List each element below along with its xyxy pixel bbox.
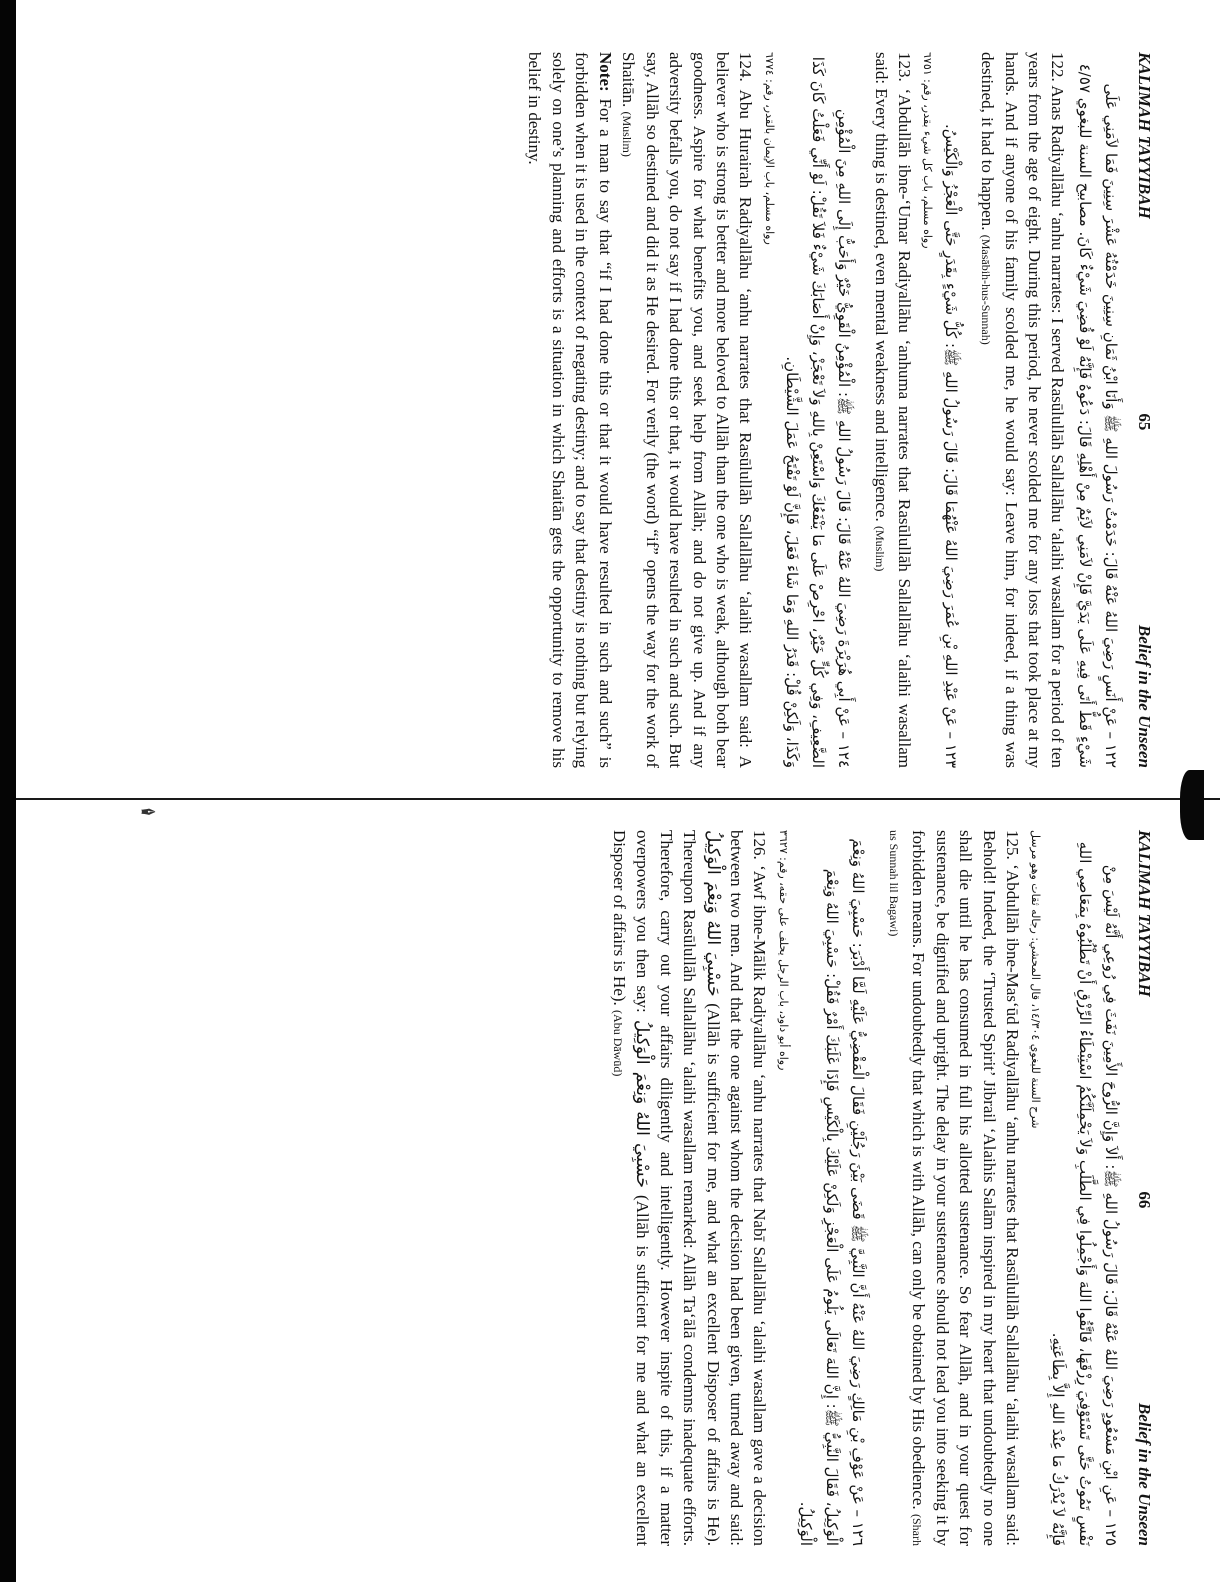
- hadith-reference: (Masābih-hus-Sunnah): [979, 234, 994, 345]
- hadith-translation: 125. ‘Abdullāh ibne-Mas‘ūd Radiyallāhu ‘anhu narrates that Rasūlullāh Sallallāhu ‘alaihi wasallam said: Behold! Indeed, the ‘Trusted Spirit’ Jibrail ‘Alaihis Salām inspired in my heart that undoubtedly no one shall die until he has consumed in full his allotted sustenance. So fear Allāh, and in your quest for sustenance, be dignified and upright. The delay in your sustenance should not lead you into seeking it by forbidden means. For undoubtedly that which is with Allāh, can only be obtained by His obedience.: [909, 830, 1023, 1546]
- page-66: [60, 808, 1160, 1568]
- arabic-text: ١٢٣ – عَنْ عَبْدِ اللهِ بْنِ عُمَرَ رَضِيَ اللهُ عَنْهُمَا قَالَ: قَالَ رَسُولُ اللهِ ﷺ: كُلُّ شَيْءٍ بِقَدَرٍ حَتَّى الْعَجْزُ وَالْكَيْسُ.: [941, 124, 960, 768]
- hadith-126: [607, 830, 871, 1546]
- hadith-reference: (Sharh us Sunnah lil Bagawi): [886, 830, 925, 1547]
- hadith-reference: (Muslim): [872, 525, 887, 572]
- note-text: For a man to say that “if I had done this or that it would have resulted in such and such” is forbidden when it is used in the context of negating destiny; and to say that destiny is nothing but relying solely on one’s planning and efforts is a situation in which Shaitān gets the opportunity to remove his belief in destiny.: [525, 52, 615, 769]
- hadith-125: [883, 830, 1124, 1546]
- page-gutter-line: [16, 798, 1220, 800]
- page-number: 66: [1135, 1191, 1154, 1209]
- arabic-text: ١٢٥ – عَنِ ابْنِ مَسْعُودٍ رَضِيَ اللهُ عَنْهُ قَالَ: قَالَ رَسُولُ اللهِ ﷺ: أَلاَ وَإِنَّ الرُّوحَ الأَمِينَ نَفَثَ فِي رُوعِي أَنَّهُ لَيْسَ مِنْ نَفْسٍ تَمُوتُ حَتَّى تَسْتَوْفِيَ رِزْقَهَا، فَاتَّقُوا اللهَ وَأَجْمِلُوا فِي الطَّلَبِ وَلاَ يَحْمِلَنَّكُمُ اسْتِبْطَاءُ الرِّزْقِ أَنْ تَطْلُبُوهُ بِمَعَاصِي اللهِ فَإِنَّهُ لاَ يُدْرَكُ مَا عِنْدَ اللهِ إِلاَّ بِطَاعَتِهِ.: [1049, 841, 1120, 1546]
- header-book-title: KALIMAH TAYYIBAH: [1135, 830, 1154, 997]
- page-header: [1134, 830, 1154, 1546]
- hadith-reference: (Abu Dāwūd): [610, 1010, 625, 1077]
- scan-mark: ✒: [140, 802, 157, 824]
- hadith-124: [523, 52, 857, 768]
- page-65: [60, 30, 1160, 790]
- hadith-123: [869, 52, 963, 768]
- arabic-text: ١٢٦ – عَنْ عَوْفِ بْنِ مَالِكٍ رَضِيَ اللهُ عَنْهُ أَنَّ النَّبِيَّ ﷺ قَضَى بَيْنَ رَجُلَيْنِ فَقَالَ الْمَقْضِيُّ عَلَيْهِ لَمَّا أَدْبَرَ: حَسْبِيَ اللهُ وَنِعْمَ الْوَكِيلُ، فَقَالَ النَّبِيُّ ﷺ: إِنَّ اللهَ تَعَالَى يَلُومُ عَلَى الْعَجْزِ وَلَكِنْ عَلَيْكَ بِالْكَيْسِ فَإِذَا غَلَبَكَ أَمْرٌ فَقُلْ: حَسْبِيَ اللهُ وَنِعْمَ الْوَكِيلُ.: [796, 838, 868, 1546]
- arabic-text: ١٢٢ – عَنْ أَنَسٍ رَضِيَ اللهُ عَنْهُ قَالَ: خَدَمْتُ رَسُولَ اللهِ ﷺ وَأَنَا ابْنُ ثَمَانِ سِنِينَ خَدَمْتُهُ عَشْرَ سِنِينَ فَمَا لاَمَنِي عَلَى شَيْءٍ قَطُّ أَتَى فِيهِ عَلَى يَدَيَّ فَإِنْ لاَمَنِي لاَئِمٌ مِنْ أَهْلِهِ قَالَ: دَعُوهُ فَإِنَّهُ لَوْ قُضِيَ شَيْءٌ كَانَ. مصابيح السنة للبغوي ٤/٥٧: [1075, 63, 1120, 768]
- header-chapter-title: Belief in the Unseen: [1135, 1402, 1154, 1546]
- arabic-source: رواه مسلم، باب الإيمان بالقدر، رقم: ٦٧٧٤: [762, 52, 776, 245]
- arabic-source: رواه أبو داود، باب الرجل يحلف على حقه، رقم: ٣٦٢٧: [776, 830, 790, 1071]
- binding-edge-shadow: [1180, 770, 1204, 840]
- page-body: [607, 808, 1124, 1568]
- hadith-122: [976, 52, 1124, 768]
- header-chapter-title: Belief in the Unseen: [1135, 624, 1154, 768]
- page-header: [1134, 52, 1154, 768]
- hadith-translation: 122. Anas Radiyallāhu ‘anhu narrates: I served Rasūlullāh Sallallāhu ‘alaihi wasallam for a period of ten years from the age of eight. During this period, he never scolded me for any loss that took place at my hands. And if anyone of his family scolded me, he would say: Leave him, for indeed, if a thing was destined, it had to happen.: [978, 52, 1068, 768]
- note-label: Note:: [595, 52, 615, 92]
- book-binding-shadow: [0, 0, 16, 1582]
- page-65-rotated-content: [60, 30, 1160, 790]
- hadith-reference: (Muslim): [620, 111, 635, 157]
- page-66-rotated-content: [60, 808, 1160, 1568]
- page-number: 65: [1135, 413, 1154, 431]
- arabic-source: شرح السنة للبغوي ١٤/٣٠٤، قال المحشي: رجاله ثقات وهو مرسل: [1029, 830, 1043, 1129]
- arabic-source: رواه مسلم، باب كل شيء بقدر، رقم: ٦٧٥١: [921, 52, 935, 249]
- hadith-translation: 123. ‘Abdullāh ibne-‘Umar Radiyallāhu ‘anhuma narrates that Rasūlullāh Sallallāhu ‘alaihi wasallam said: Every thing is destined, even mental weakness and intelligence.: [871, 52, 915, 768]
- arabic-text: ١٢٤ – عَنْ أَبِي هُرَيْرَةَ رَضِيَ اللهُ عَنْهُ قَالَ: قَالَ رَسُولُ اللهِ ﷺ: الْمُؤْمِنُ الْقَوِيُّ خَيْرٌ وَأَحَبُّ إِلَى اللهِ مِنَ الْمُؤْمِنِ الضَّعِيفِ، وَفِي كُلٍّ خَيْرٌ، احْرِصْ عَلَى مَا يَنْفَعُكَ وَاسْتَعِنْ بِاللهِ وَلاَ تَعْجَزْ، وَإِنْ أَصَابَكَ شَيْءٌ فَلاَ تَقُلْ: لَوْ أَنِّي فَعَلْتُ كَانَ كَذَا وَكَذَا، وَلَكِنْ قُلْ: قَدَرُ اللهِ وَمَا شَاءَ فَعَلَ، فَإِنَّ لَوْ تَفْتَحُ عَمَلَ الشَّيْطَانِ.: [782, 56, 854, 768]
- page-body: [523, 30, 1124, 790]
- hadith-translation: 124. Abu Hurairah Radiyallāhu ‘anhu narrates that Rasūlullāh Sallallāhu ‘alaihi wasallam said: A believer who is strong is better and more beloved to Allāh than the one who is weak, although both bear goodness. Aspire for what benefits you, and seek help from Allāh; and do not give up. And if any adversity befalls you, do not say if I had done this or that, it would have resulted in such and such. But say, Allāh so destined and did it as He desired. For verily (the word) “if” opens the way for the work of Shaitān.: [619, 52, 756, 768]
- header-book-title: KALIMAH TAYYIBAH: [1135, 52, 1154, 219]
- hadith-translation: 126. ‘Awf ibne-Mālik Radiyallāhu ‘anhu narrates that Nabī Sallallāhu ‘alaihi wasallam gave a decision between two men. And that the one against whom the decision had been given, turned away and said: حَسْبِيَ اللهُ وَنِعْمَ الْوَكِيلُ (Allāh is sufficient for me, and what an excellent Disposer of affairs is He). Thereupon Rasūlullāh Sallallāhu ‘alaihi wasallam remarked: Allāh Ta‘ālā condemns inadequate efforts. Therefore, carry out your affairs diligently and intelligently. However inspite of this, if a matter overpowers you then say: حَسْبِيَ اللهُ وَنِعْمَ الْوَكِيلُ (Allāh is sufficient for me and what an excellent Disposer of affairs is He).: [609, 830, 770, 1547]
